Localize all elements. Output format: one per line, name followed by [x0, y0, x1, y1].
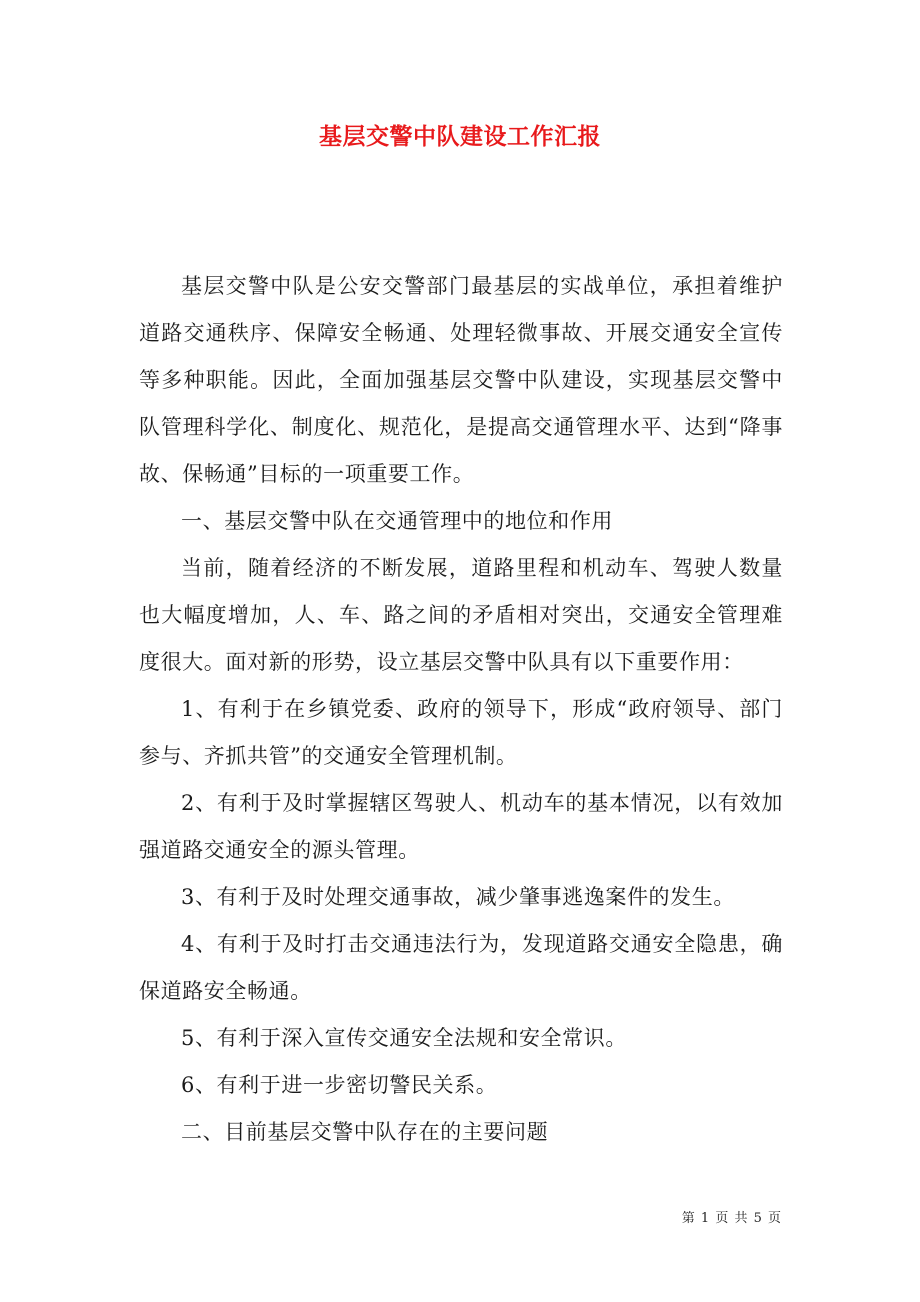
list-item-5: 5、有利于深入宣传交通安全法规和安全常识。: [181, 1026, 627, 1050]
list-item-1: 1、有利于在乡镇党委、政府的领导下，形成“政府领导、部门参与、齐抓共管”的交通安全管理机制。: [139, 697, 783, 768]
list-item-2: 2、有利于及时掌握辖区驾驶人、机动车的基本情况，以有效加强道路交通安全的源头管理。: [139, 791, 783, 862]
section-heading-2: 二、目前基层交警中队存在的主要问题: [181, 1120, 549, 1144]
document-title: 基层交警中队建设工作汇报: [319, 123, 601, 150]
list-item-4: 4、有利于及时打击交通违法行为，发现道路交通安全隐患，确保道路安全畅通。: [139, 932, 783, 1003]
list-item-3: 3、有利于及时处理交通事故，减少肇事逃逸案件的发生。: [181, 885, 735, 909]
document-body: [139, 263, 783, 1156]
paragraph-intro: 基层交警中队是公安交警部门最基层的实战单位，承担着维护道路交通秩序、保障安全畅通、处理轻微事故、开展交通安全宣传等多种职能。因此，全面加强基层交警中队建设，实现基层交警中队管理科学化、制度化、规范化，是提高交通管理水平、达到“降事故、保畅通”目标的一项重要工作。: [139, 274, 783, 486]
section-heading-1: 一、基层交警中队在交通管理中的地位和作用: [181, 509, 613, 533]
paragraph-current-situation: 当前，随着经济的不断发展，道路里程和机动车、驾驶人数量也大幅度增加，人、车、路之间的矛盾相对突出，交通安全管理难度很大。面对新的形势，设立基层交警中队具有以下重要作用：: [139, 556, 783, 674]
page-number-footer: 第 1 页 共 5 页: [681, 1211, 782, 1226]
list-item-6: 6、有利于进一步密切警民关系。: [181, 1073, 498, 1097]
